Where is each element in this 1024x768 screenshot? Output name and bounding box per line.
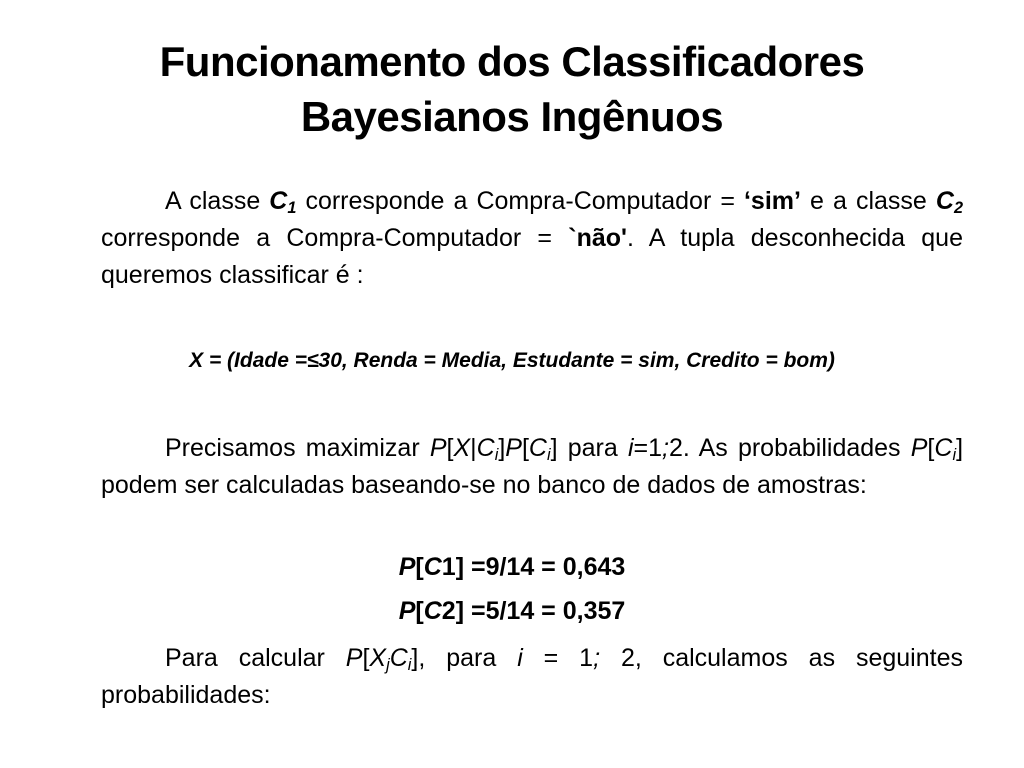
math-subscript: i [546,446,551,465]
class-subscript: 1 [287,199,297,218]
math-subscript: i [494,446,499,465]
math-symbol: [ [521,434,529,462]
class-subscript: 2 [953,199,963,218]
math-symbol: [ [415,553,424,581]
math-symbol: ; [593,644,601,672]
text-span: 2, calculamos as seguintes probabilidades: [101,644,963,709]
math-symbol: i [627,434,634,462]
math-symbol: C [423,597,442,625]
text-span: para [557,434,628,462]
math-symbol: =1 [633,434,663,462]
paragraph-calculate-text [101,640,963,714]
math-symbol: [ [446,434,454,462]
text-span: e a classe [800,187,936,215]
math-symbol: | [470,434,477,462]
class-symbol: C [269,187,288,215]
math-symbol: [ [927,434,935,462]
text-span: corresponde a Compra-Computador = [101,224,569,252]
math-symbol: ; [662,434,669,462]
math-symbol: P [345,644,363,672]
math-symbol: C [528,434,547,462]
text-span: podem ser calculadas baseando-se no banco de dados de amostras: [101,471,867,499]
math-symbol: C [476,434,495,462]
text-span: . A tupla desconhecida que queremos classificar é : [101,224,963,289]
math-subscript: i [952,446,957,465]
math-symbol: C [423,553,442,581]
paragraph-maximize-text [101,430,963,504]
math-symbol: C [389,644,408,672]
math-symbol: P [398,597,416,625]
paragraph-calculate [101,640,963,714]
math-symbol: [ [362,644,370,672]
math-symbol: ] [956,434,964,462]
math-symbol: P [398,553,416,581]
text-span: 2. As probabilidades [668,434,911,462]
probability-value: 1] =9/14 = 0,643 [441,553,626,581]
text-span: Para calcular [165,644,346,672]
value-nao: `não' [568,224,627,252]
math-symbol: ] [498,434,506,462]
math-subscript: i [407,656,412,675]
text-span: corresponde a Compra-Computador = [296,187,744,215]
math-symbol: P [505,434,522,462]
probability-c2 [40,593,984,630]
paragraph-maximize [101,430,963,504]
math-symbol: C [934,434,953,462]
title-line-2: Bayesianos Ingênuos [300,93,724,140]
math-symbol: [ [415,597,424,625]
math-subscript: j [386,656,390,675]
math-symbol: P [429,434,447,462]
math-symbol: ] [411,644,419,672]
math-symbol: ] [550,434,558,462]
math-symbol: P [910,434,928,462]
text-span: A classe [165,187,270,215]
math-symbol: X [453,434,471,462]
title-line-1: Funcionamento dos Classificadores [159,38,865,85]
slide-title [40,34,984,144]
paragraph-classes [101,183,963,294]
probability-value: 2] =5/14 = 0,357 [441,597,626,625]
class-symbol: C [935,187,954,215]
math-symbol: X [369,644,387,672]
paragraph-classes-text [101,183,963,294]
math-symbol: i [517,644,523,672]
text-span: , para [418,644,518,672]
probability-c1 [40,549,984,586]
value-sim: ‘sim’ [743,187,801,215]
text-span: Precisamos maximizar [165,434,430,462]
text-span: = 1 [522,644,594,672]
tuple-formula: X = (Idade =≤30, Renda = Media, Estudante = sim, Credito = bom) [189,349,835,372]
